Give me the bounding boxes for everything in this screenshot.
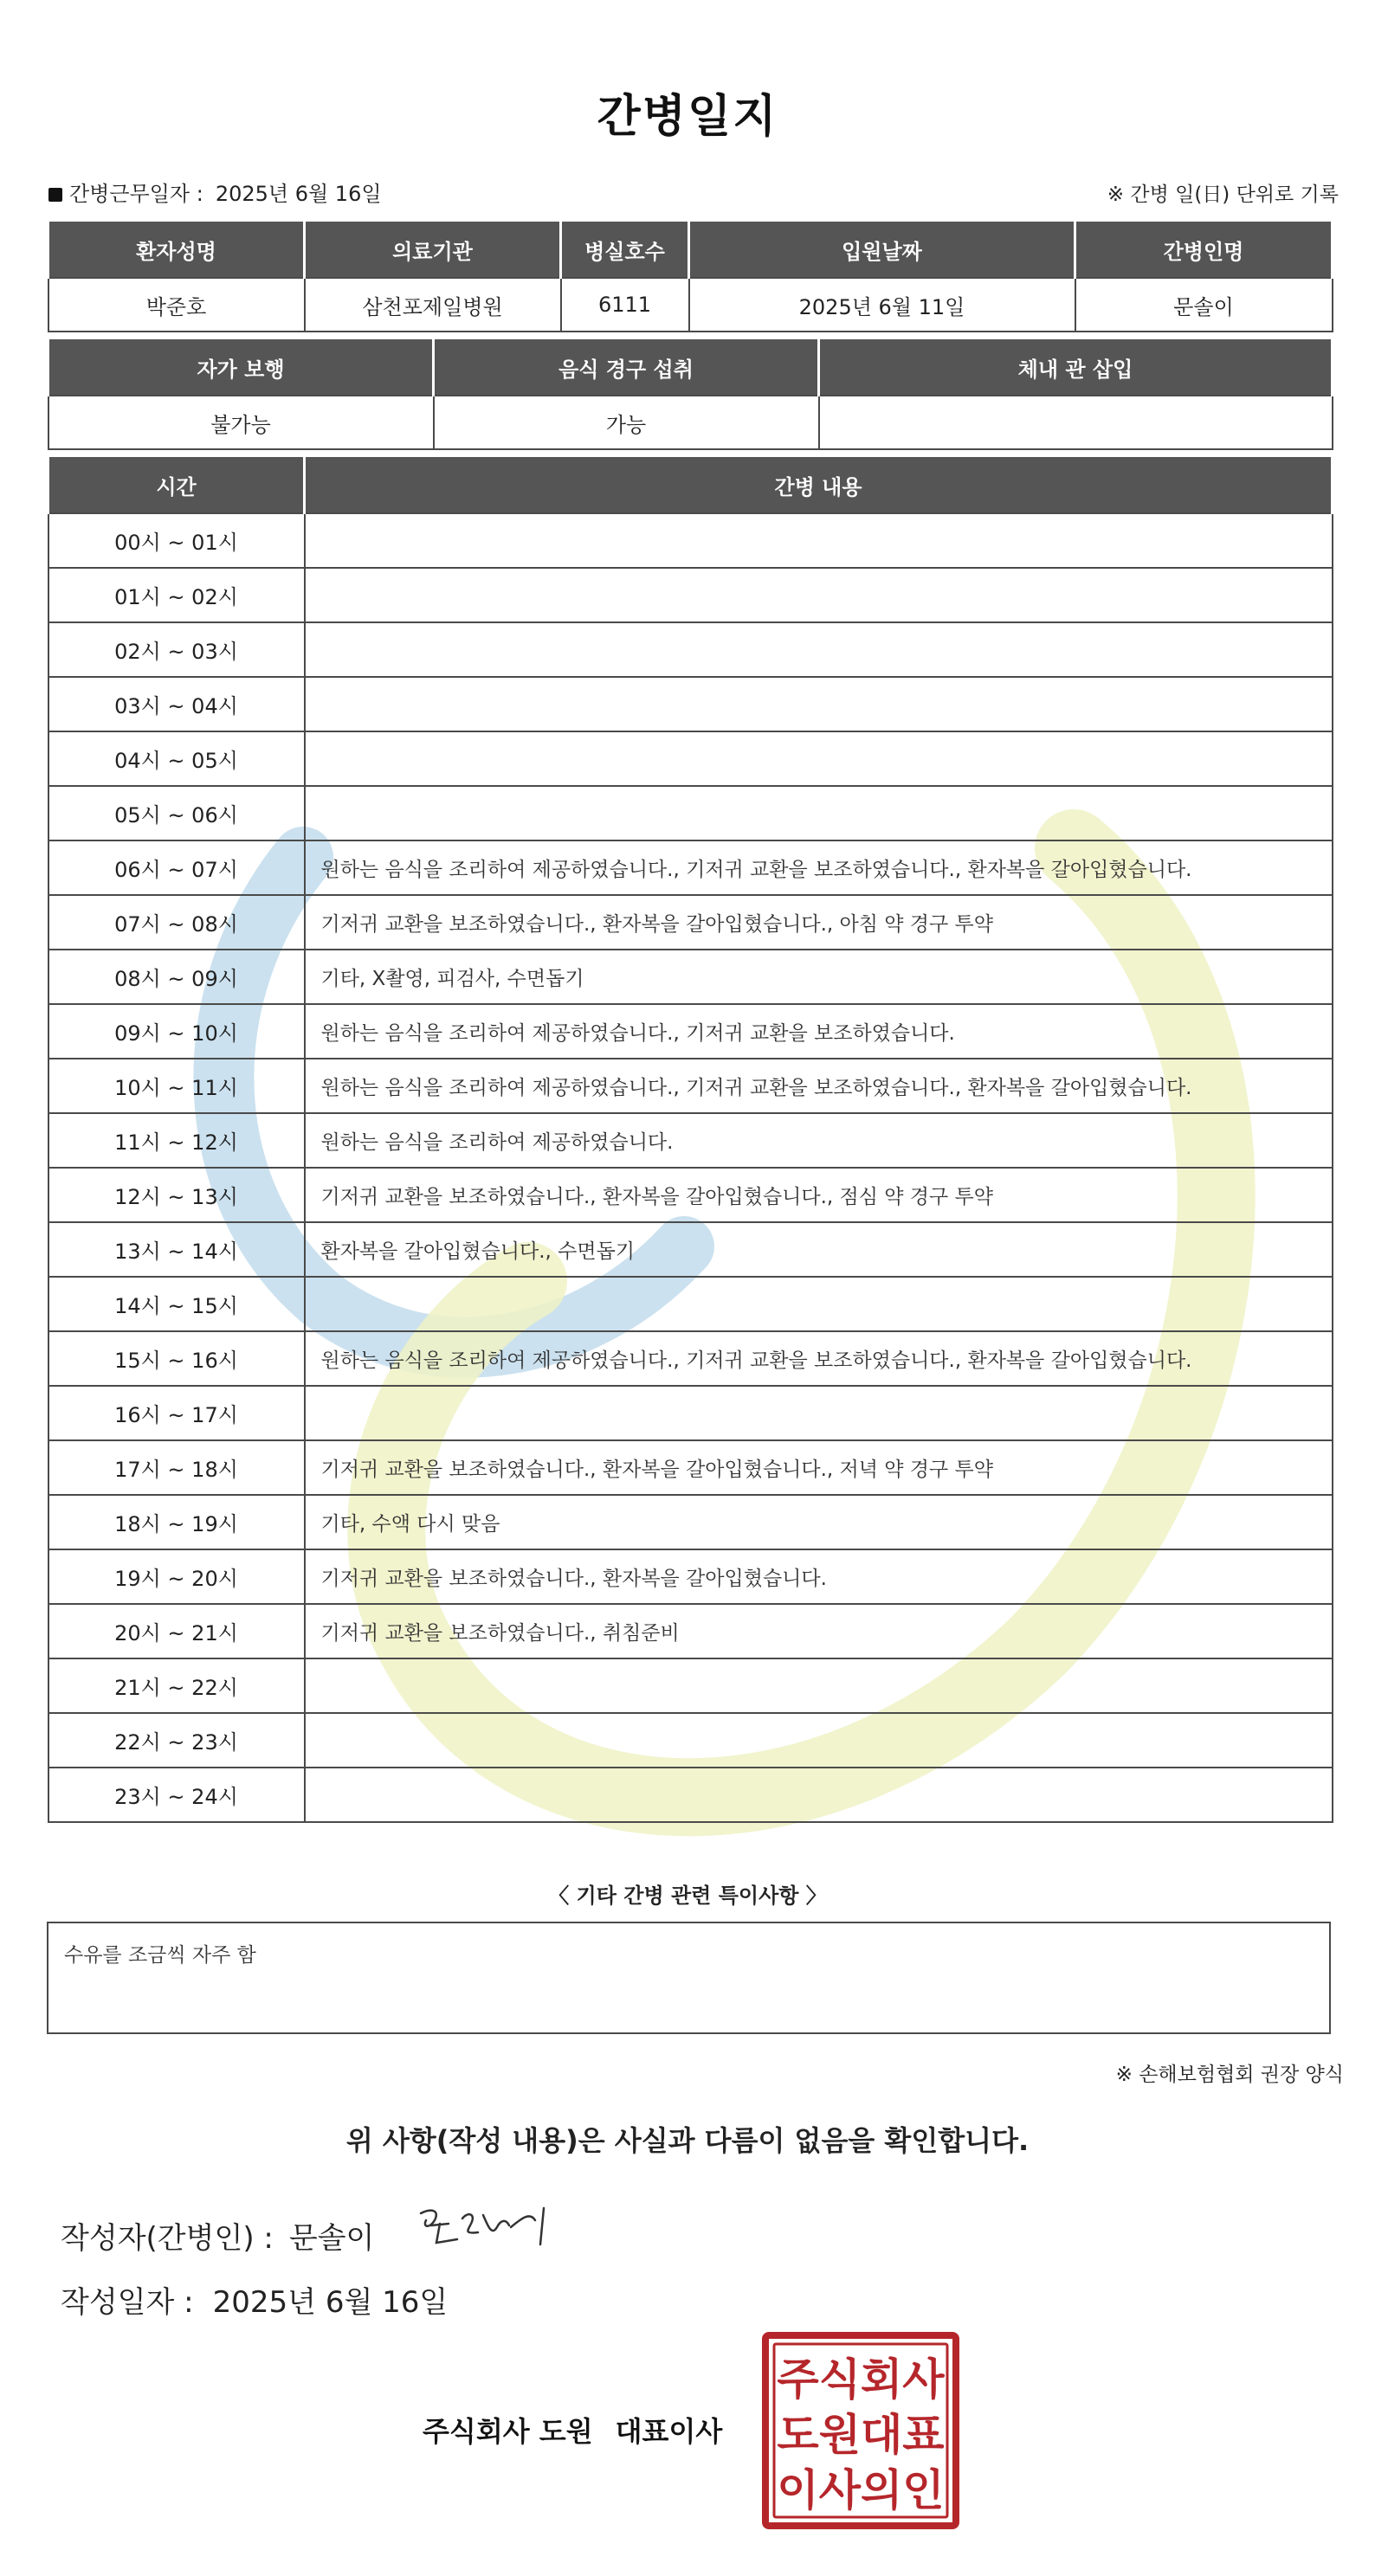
write-date-value: 2025년 6월 16일 <box>212 2285 449 2320</box>
log-content: 기타, 수액 다시 맞음 <box>305 1495 1333 1549</box>
document-title: 간병일지 <box>597 91 778 143</box>
self-walking-value: 불가능 <box>48 396 434 449</box>
log-time: 13시 ~ 14시 <box>48 1222 305 1277</box>
caregiver-name: 문솔이 <box>1075 278 1333 332</box>
log-content <box>305 731 1333 786</box>
log-row <box>48 1222 1333 1277</box>
log-time: 14시 ~ 15시 <box>48 1277 305 1331</box>
log-row <box>48 1113 1333 1168</box>
log-row <box>48 731 1333 786</box>
header-admission-date: 입원날짜 <box>689 222 1075 278</box>
unit-note: ※ 간병 일(日) 단위로 기록 <box>1107 184 1339 206</box>
remarks-box <box>47 1922 1331 2034</box>
log-row <box>48 513 1333 568</box>
log-row <box>48 786 1333 840</box>
writer-label: 작성자(간병인) : <box>61 2221 274 2256</box>
log-content <box>305 513 1333 568</box>
log-row <box>48 1059 1333 1113</box>
log-row <box>48 1768 1333 1822</box>
log-time: 17시 ~ 18시 <box>48 1440 305 1495</box>
log-time: 19시 ~ 20시 <box>48 1549 305 1604</box>
bullet-square-icon <box>48 188 62 202</box>
log-row <box>48 840 1333 895</box>
log-time: 10시 ~ 11시 <box>48 1059 305 1113</box>
log-content: 기타, X촬영, 피검사, 수면돕기 <box>305 950 1333 1004</box>
log-row <box>48 1495 1333 1549</box>
log-row <box>48 1331 1333 1386</box>
log-row <box>48 622 1333 677</box>
log-content <box>305 677 1333 731</box>
write-date-label: 작성일자 : <box>61 2285 194 2320</box>
log-row <box>48 1004 1333 1059</box>
log-content: 원하는 음식을 조리하여 제공하였습니다., 기저귀 교환을 보조하였습니다., 환자복을 갈아입혔습니다. <box>305 840 1333 895</box>
signature-image <box>414 2201 561 2253</box>
log-content: 원하는 음식을 조리하여 제공하였습니다. <box>305 1113 1333 1168</box>
tube-insertion-value <box>819 396 1333 449</box>
log-content: 원하는 음식을 조리하여 제공하였습니다., 기저귀 교환을 보조하였습니다., 환자복을 갈아입혔습니다. <box>305 1331 1333 1386</box>
log-time: 02시 ~ 03시 <box>48 622 305 677</box>
patient-name: 박준호 <box>48 278 305 332</box>
svg-text:도원대표: 도원대표 <box>777 2410 945 2460</box>
work-date-label: 간병근무일자 : <box>69 182 203 206</box>
header-tube-insertion: 체내 관 삽입 <box>819 339 1333 396</box>
company-name: 주식회사 도원 <box>423 2415 593 2448</box>
log-row <box>48 568 1333 622</box>
work-date <box>48 177 382 207</box>
confirmation-statement: 위 사항(작성 내용)은 사실과 다름이 없음을 확인합니다. <box>345 2124 1030 2157</box>
log-time: 09시 ~ 10시 <box>48 1004 305 1059</box>
log-row <box>48 1549 1333 1604</box>
log-time: 21시 ~ 22시 <box>48 1658 305 1713</box>
log-time: 23시 ~ 24시 <box>48 1768 305 1822</box>
remarks-title: 〈 기타 간병 관련 특이사항 〉 <box>548 1884 827 1908</box>
log-row <box>48 1277 1333 1331</box>
log-content <box>305 568 1333 622</box>
log-time: 11시 ~ 12시 <box>48 1113 305 1168</box>
log-time: 00시 ~ 01시 <box>48 513 305 568</box>
header-room-number: 병실호수 <box>561 222 689 278</box>
log-row <box>48 950 1333 1004</box>
log-content <box>305 786 1333 840</box>
log-time: 07시 ~ 08시 <box>48 895 305 950</box>
header-oral-intake: 음식 경구 섭취 <box>434 339 819 396</box>
log-time: 20시 ~ 21시 <box>48 1604 305 1658</box>
log-content: 기저귀 교환을 보조하였습니다., 취침준비 <box>305 1604 1333 1658</box>
log-time: 16시 ~ 17시 <box>48 1386 305 1440</box>
log-row <box>48 1604 1333 1658</box>
log-row <box>48 1386 1333 1440</box>
log-time: 22시 ~ 23시 <box>48 1713 305 1768</box>
patient-info-table <box>47 222 1333 332</box>
log-content: 기저귀 교환을 보조하였습니다., 환자복을 갈아입혔습니다. <box>305 1549 1333 1604</box>
log-time: 04시 ~ 05시 <box>48 731 305 786</box>
form-note: ※ 손해보험협회 권장 양식 <box>1115 2064 1344 2086</box>
log-row <box>48 1658 1333 1713</box>
log-content <box>305 622 1333 677</box>
header-self-walking: 자가 보행 <box>48 339 434 396</box>
log-content <box>305 1658 1333 1713</box>
admission-date: 2025년 6월 11일 <box>689 278 1075 332</box>
log-content: 기저귀 교환을 보조하였습니다., 환자복을 갈아입혔습니다., 저녁 약 경구 투약 <box>305 1440 1333 1495</box>
patient-status-table <box>47 339 1333 450</box>
log-time: 08시 ~ 09시 <box>48 950 305 1004</box>
log-content <box>305 1386 1333 1440</box>
log-time: 01시 ~ 02시 <box>48 568 305 622</box>
log-time: 12시 ~ 13시 <box>48 1168 305 1222</box>
log-time: 15시 ~ 16시 <box>48 1331 305 1386</box>
log-content: 기저귀 교환을 보조하였습니다., 환자복을 갈아입혔습니다., 점심 약 경구 투약 <box>305 1168 1333 1222</box>
log-content: 기저귀 교환을 보조하였습니다., 환자복을 갈아입혔습니다., 아침 약 경구 투약 <box>305 895 1333 950</box>
care-log-table <box>47 457 1333 1823</box>
log-content: 원하는 음식을 조리하여 제공하였습니다., 기저귀 교환을 보조하였습니다., 환자복을 갈아입혔습니다. <box>305 1059 1333 1113</box>
company-seal-stamp <box>762 2332 959 2529</box>
writer-name: 문솔이 <box>288 2221 375 2256</box>
log-row <box>48 1168 1333 1222</box>
svg-text:이사의인: 이사의인 <box>777 2465 945 2515</box>
log-row <box>48 1440 1333 1495</box>
log-content: 원하는 음식을 조리하여 제공하였습니다., 기저귀 교환을 보조하였습니다. <box>305 1004 1333 1059</box>
log-row <box>48 895 1333 950</box>
oral-intake-value: 가능 <box>434 396 819 449</box>
writer-line <box>61 2214 374 2257</box>
log-time: 05시 ~ 06시 <box>48 786 305 840</box>
log-time: 03시 ~ 04시 <box>48 677 305 731</box>
log-time: 18시 ~ 19시 <box>48 1495 305 1549</box>
log-row <box>48 677 1333 731</box>
svg-text:주식회사: 주식회사 <box>777 2354 945 2405</box>
log-content <box>305 1713 1333 1768</box>
log-content <box>305 1277 1333 1331</box>
hospital-name: 삼천포제일병원 <box>305 278 561 332</box>
company-line <box>423 2410 722 2450</box>
room-number: 6111 <box>561 278 689 332</box>
log-content <box>305 1768 1333 1822</box>
header-caregiver-name: 간병인명 <box>1075 222 1333 278</box>
log-time: 06시 ~ 07시 <box>48 840 305 895</box>
header-care-content: 간병 내용 <box>305 457 1333 513</box>
write-date-line <box>61 2278 448 2321</box>
log-row <box>48 1713 1333 1768</box>
header-hospital: 의료기관 <box>305 222 561 278</box>
header-patient-name: 환자성명 <box>48 222 305 278</box>
company-title: 대표이사 <box>615 2415 723 2448</box>
header-time: 시간 <box>48 457 305 513</box>
work-date-value: 2025년 6월 16일 <box>215 182 382 206</box>
remarks-text: 수유를 조금씩 자주 함 <box>64 1944 256 1967</box>
log-content: 환자복을 갈아입혔습니다., 수면돕기 <box>305 1222 1333 1277</box>
